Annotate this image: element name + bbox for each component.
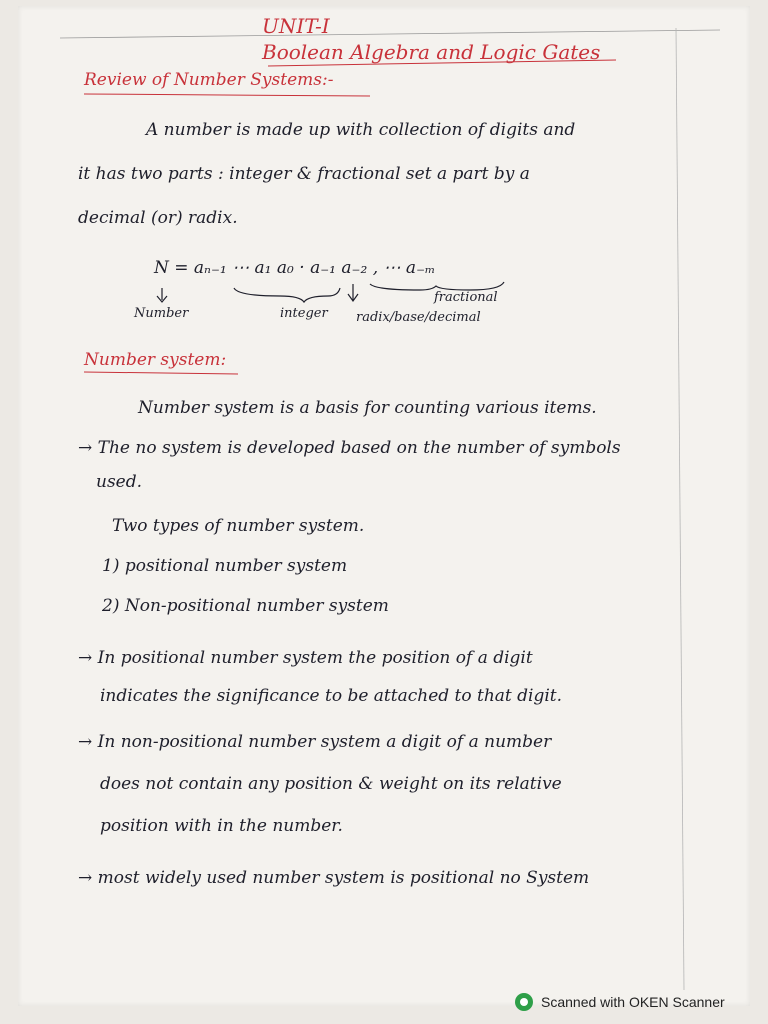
point3-line1: → In non-positional number system a digit of a number (78, 732, 552, 752)
type-non-positional: 2) Non-positional number system (102, 596, 389, 616)
formula-label-number: Number (134, 306, 189, 321)
section-heading-review: Review of Number Systems:- (84, 70, 334, 90)
definition-text: Number system is a basis for counting various items. (138, 398, 597, 418)
formula-expression: N = aₙ₋₁ ⋯ a₁ a₀ · a₋₁ a₋₂ , ⋯ a₋ₘ (154, 258, 436, 278)
formula-label-integer: integer (280, 306, 328, 321)
point3-line3: position with in the number. (100, 816, 343, 836)
section1-underline (84, 94, 370, 96)
point2-line2: indicates the significance to be attached to that digit. (100, 686, 563, 706)
intro-line-3: decimal (or) radix. (78, 208, 238, 228)
top-rule-line (60, 30, 720, 38)
margin-line (676, 28, 684, 990)
page-title: Boolean Algebra and Logic Gates (262, 40, 601, 64)
fractional-brace (370, 282, 504, 290)
point2-line1: → In positional number system the position of a digit (78, 648, 533, 668)
types-intro: Two types of number system. (112, 516, 365, 536)
unit-label: UNIT-I (262, 14, 330, 38)
formula-label-radix: radix/base/decimal (356, 310, 481, 325)
formula-label-fractional: fractional (434, 290, 498, 305)
point1-line1: → The no system is developed based on the number of symbols (78, 438, 621, 458)
section2-underline (84, 372, 238, 374)
point3-line2: does not contain any position & weight on its relative (100, 774, 562, 794)
type-positional: 1) positional number system (102, 556, 348, 576)
point1-line2: used. (96, 472, 143, 492)
intro-line-1: A number is made up with collection of digits and (146, 120, 576, 140)
scanner-text: Scanned with OKEN Scanner (541, 994, 725, 1010)
integer-brace (234, 288, 340, 302)
point4-line1: → most widely used number system is positional no System (78, 868, 590, 888)
scanner-logo-icon (515, 993, 533, 1011)
scanner-watermark (515, 992, 725, 1012)
intro-line-2: it has two parts : integer & fractional set a part by a (78, 164, 530, 184)
section-heading-number-system: Number system: (84, 350, 227, 370)
